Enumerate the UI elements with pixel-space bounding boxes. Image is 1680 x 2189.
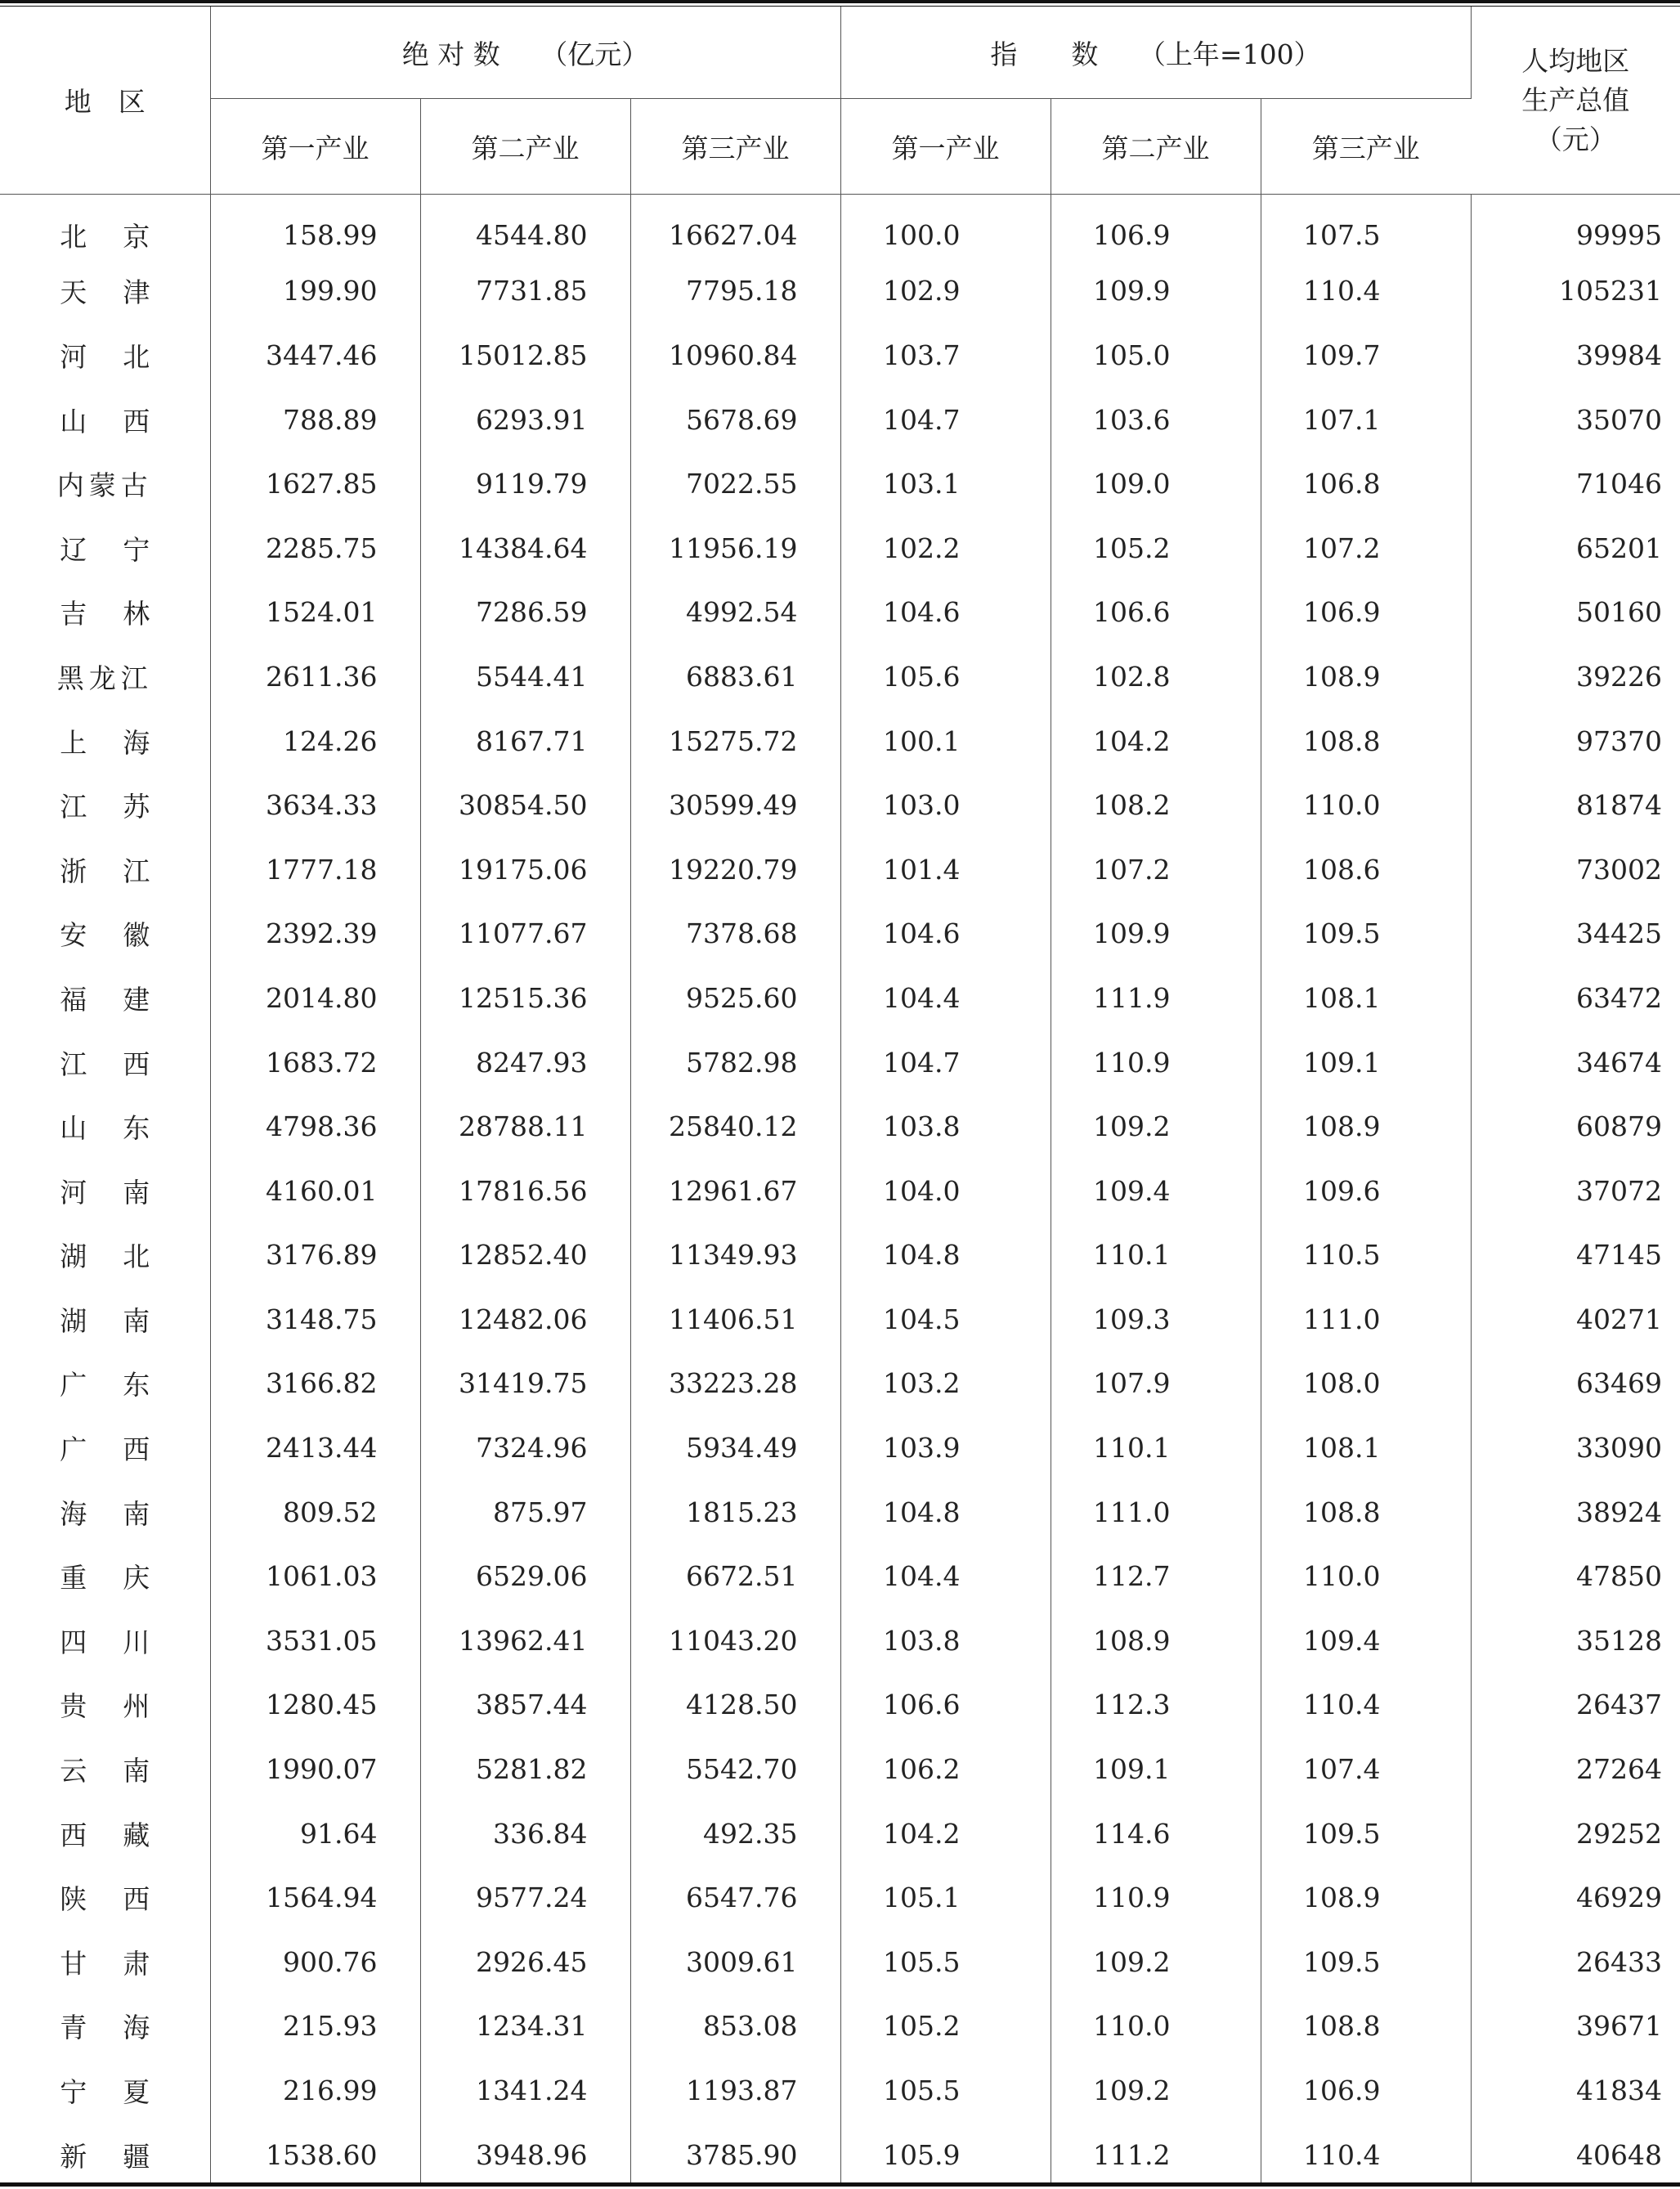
cell-abs-primary: 215.93 — [210, 1994, 420, 2059]
cell-per-capita: 50160 — [1576, 596, 1662, 629]
cell-region: 山西 — [0, 388, 210, 452]
cell-abs-tertiary: 3009.61 — [630, 1930, 840, 1994]
cell-abs-primary: 3176.89 — [210, 1223, 420, 1288]
cell-idx-primary: 104.8 — [840, 1480, 1051, 1545]
cell-idx-secondary: 105.0 — [1051, 323, 1261, 388]
cell-abs-tertiary: 33223.28 — [630, 1352, 840, 1416]
cell-idx-secondary: 105.2 — [1051, 516, 1261, 581]
cell-idx-secondary: 111.0 — [1051, 1480, 1261, 1545]
cell-idx-tertiary: 107.2 — [1261, 516, 1471, 581]
table-row — [0, 323, 1680, 388]
header-idx-secondary: 第二产业 — [1051, 99, 1261, 195]
cell-abs-primary: 1280.45 — [210, 1673, 420, 1738]
table-row — [0, 1159, 1680, 1223]
cell-abs-tertiary: 5782.98 — [630, 1030, 840, 1095]
cell-abs-primary: 124.26 — [210, 709, 420, 774]
cell-region: 内蒙古 — [0, 451, 210, 516]
cell-idx-primary: 105.9 — [840, 2123, 1051, 2187]
cell-abs-tertiary: 5934.49 — [630, 1415, 840, 1480]
cell-idx-primary: 104.0 — [840, 1159, 1051, 1223]
cell-abs-secondary: 13962.41 — [420, 1608, 630, 1673]
cell-idx-secondary: 108.9 — [1051, 1608, 1261, 1673]
table-row — [0, 451, 1680, 516]
cell-idx-primary: 102.2 — [840, 516, 1051, 581]
cell-idx-secondary: 109.4 — [1051, 1159, 1261, 1223]
cell-abs-tertiary: 4128.50 — [630, 1673, 840, 1738]
cell-abs-tertiary: 5678.69 — [630, 388, 840, 452]
header-absolute-group: 绝 对 数 （亿元） — [210, 7, 840, 99]
cell-idx-primary: 104.4 — [840, 1544, 1051, 1608]
cell-abs-secondary: 14384.64 — [420, 516, 630, 581]
cell-region: 山东 — [0, 1094, 210, 1159]
cell-abs-tertiary: 853.08 — [630, 1994, 840, 2059]
table-row — [0, 1994, 1680, 2059]
cell-abs-tertiary: 4992.54 — [630, 581, 840, 645]
cell-abs-tertiary: 6547.76 — [630, 1865, 840, 1930]
cell-abs-secondary: 30854.50 — [420, 773, 630, 837]
cell-idx-tertiary: 108.8 — [1261, 1480, 1471, 1545]
cell-region: 福建 — [0, 966, 210, 1030]
cell-abs-tertiary: 492.35 — [630, 1801, 840, 1866]
cell-abs-tertiary: 25840.12 — [630, 1094, 840, 1159]
cell-idx-secondary: 109.2 — [1051, 1930, 1261, 1994]
cell-idx-primary: 103.9 — [840, 1415, 1051, 1480]
table-row — [0, 195, 1680, 259]
cell-idx-primary: 104.4 — [840, 966, 1051, 1030]
cell-idx-secondary: 110.1 — [1051, 1415, 1261, 1480]
cell-idx-secondary: 110.9 — [1051, 1030, 1261, 1095]
cell-per-capita: 47145 — [1576, 1239, 1662, 1272]
cell-per-capita: 35070 — [1576, 403, 1662, 436]
cell-abs-secondary: 8167.71 — [420, 709, 630, 774]
cell-idx-primary: 104.2 — [840, 1801, 1051, 1866]
cell-per-capita: 40648 — [1576, 2138, 1662, 2171]
cell-abs-primary: 3166.82 — [210, 1352, 420, 1416]
cell-abs-secondary: 19175.06 — [420, 837, 630, 902]
cell-abs-secondary: 12482.06 — [420, 1287, 630, 1352]
cell-idx-tertiary: 108.1 — [1261, 966, 1471, 1030]
cell-abs-tertiary: 7378.68 — [630, 902, 840, 967]
cell-abs-primary: 3447.46 — [210, 323, 420, 388]
cell-abs-primary: 1061.03 — [210, 1544, 420, 1608]
table-row — [0, 1608, 1680, 1673]
cell-idx-primary: 105.6 — [840, 644, 1051, 709]
cell-idx-tertiary: 109.5 — [1261, 1801, 1471, 1866]
cell-abs-secondary: 28788.11 — [420, 1094, 630, 1159]
header-idx-tertiary: 第三产业 — [1261, 99, 1471, 195]
cell-region: 湖北 — [0, 1223, 210, 1288]
cell-abs-secondary: 3948.96 — [420, 2123, 630, 2187]
cell-abs-primary: 2392.39 — [210, 902, 420, 967]
cell-idx-tertiary: 109.7 — [1261, 323, 1471, 388]
cell-per-capita: 26433 — [1576, 1945, 1662, 1978]
cell-per-capita: 38924 — [1576, 1496, 1662, 1528]
cell-abs-primary: 2285.75 — [210, 516, 420, 581]
table-row — [0, 1415, 1680, 1480]
cell-idx-secondary: 107.9 — [1051, 1352, 1261, 1416]
cell-abs-tertiary: 7795.18 — [630, 259, 840, 324]
cell-abs-primary: 1990.07 — [210, 1737, 420, 1801]
cell-abs-tertiary: 1815.23 — [630, 1480, 840, 1545]
cell-idx-tertiary: 108.8 — [1261, 1994, 1471, 2059]
cell-idx-tertiary: 108.6 — [1261, 837, 1471, 902]
table-row — [0, 1480, 1680, 1545]
table-row — [0, 2123, 1680, 2187]
cell-abs-secondary: 5544.41 — [420, 644, 630, 709]
cell-per-capita: 26437 — [1576, 1689, 1662, 1721]
cell-region: 四川 — [0, 1608, 210, 1673]
cell-per-capita: 40271 — [1576, 1303, 1662, 1335]
table-header — [0, 7, 1680, 195]
cell-abs-primary: 158.99 — [210, 195, 420, 259]
cell-region: 重庆 — [0, 1544, 210, 1608]
cell-region: 北京 — [0, 195, 210, 259]
cell-abs-primary: 1564.94 — [210, 1865, 420, 1930]
cell-region: 河北 — [0, 323, 210, 388]
cell-per-capita: 63472 — [1576, 981, 1662, 1014]
cell-per-capita: 39226 — [1576, 660, 1662, 693]
cell-abs-tertiary: 6672.51 — [630, 1544, 840, 1608]
cell-idx-tertiary: 108.8 — [1261, 709, 1471, 774]
header-abs-secondary: 第二产业 — [420, 99, 630, 195]
cell-abs-tertiary: 3785.90 — [630, 2123, 840, 2187]
cell-abs-primary: 900.76 — [210, 1930, 420, 1994]
cell-per-capita: 29252 — [1576, 1817, 1662, 1850]
cell-idx-primary: 105.5 — [840, 2058, 1051, 2123]
cell-idx-tertiary: 110.4 — [1261, 259, 1471, 324]
cell-idx-secondary: 111.2 — [1051, 2123, 1261, 2187]
cell-region: 新疆 — [0, 2123, 210, 2187]
cell-region: 青海 — [0, 1994, 210, 2059]
cell-abs-secondary: 5281.82 — [420, 1737, 630, 1801]
cell-region: 湖南 — [0, 1287, 210, 1352]
cell-per-capita: 47850 — [1576, 1560, 1662, 1593]
cell-abs-primary: 2413.44 — [210, 1415, 420, 1480]
cell-abs-secondary: 12852.40 — [420, 1223, 630, 1288]
cell-abs-primary: 91.64 — [210, 1801, 420, 1866]
cell-abs-primary: 199.90 — [210, 259, 420, 324]
cell-idx-secondary: 110.9 — [1051, 1865, 1261, 1930]
cell-region: 甘肃 — [0, 1930, 210, 1994]
cell-idx-primary: 104.7 — [840, 1030, 1051, 1095]
cell-abs-tertiary: 15275.72 — [630, 709, 840, 774]
cell-idx-tertiary: 106.9 — [1261, 2058, 1471, 2123]
cell-abs-secondary: 2926.45 — [420, 1930, 630, 1994]
header-per-capita-line2: 生产总值 — [1521, 83, 1630, 116]
cell-abs-tertiary: 19220.79 — [630, 837, 840, 902]
table-row — [0, 259, 1680, 324]
cell-idx-primary: 103.8 — [840, 1608, 1051, 1673]
cell-abs-primary: 3148.75 — [210, 1287, 420, 1352]
header-per-capita-line1: 人均地区 — [1521, 44, 1630, 77]
table-row — [0, 644, 1680, 709]
cell-idx-secondary: 108.2 — [1051, 773, 1261, 837]
cell-abs-primary: 1538.60 — [210, 2123, 420, 2187]
cell-idx-tertiary: 109.1 — [1261, 1030, 1471, 1095]
table-row — [0, 966, 1680, 1030]
cell-region: 海南 — [0, 1480, 210, 1545]
cell-idx-tertiary: 106.8 — [1261, 451, 1471, 516]
cell-idx-primary: 106.6 — [840, 1673, 1051, 1738]
cell-region: 河南 — [0, 1159, 210, 1223]
cell-abs-secondary: 6529.06 — [420, 1544, 630, 1608]
cell-abs-primary: 1683.72 — [210, 1030, 420, 1095]
header-index-group: 指 数 （上年=100） — [840, 7, 1471, 99]
cell-region: 陕西 — [0, 1865, 210, 1930]
cell-idx-secondary: 112.7 — [1051, 1544, 1261, 1608]
cell-abs-primary: 4160.01 — [210, 1159, 420, 1223]
cell-abs-primary: 3531.05 — [210, 1608, 420, 1673]
cell-abs-primary: 216.99 — [210, 2058, 420, 2123]
cell-idx-secondary: 106.9 — [1051, 195, 1261, 259]
cell-abs-tertiary: 11406.51 — [630, 1287, 840, 1352]
cell-per-capita: 34425 — [1576, 917, 1662, 950]
cell-idx-primary: 104.7 — [840, 388, 1051, 452]
cell-idx-tertiary: 110.4 — [1261, 1673, 1471, 1738]
cell-per-capita: 63469 — [1576, 1367, 1662, 1400]
cell-idx-tertiary: 109.6 — [1261, 1159, 1471, 1223]
cell-abs-tertiary: 30599.49 — [630, 773, 840, 837]
bottom-rule — [0, 2182, 1680, 2187]
cell-idx-secondary: 114.6 — [1051, 1801, 1261, 1866]
cell-idx-primary: 104.6 — [840, 902, 1051, 967]
table-row — [0, 837, 1680, 902]
cell-per-capita: 60879 — [1576, 1110, 1662, 1143]
cell-region: 上海 — [0, 709, 210, 774]
cell-abs-secondary: 3857.44 — [420, 1673, 630, 1738]
cell-idx-tertiary: 110.0 — [1261, 773, 1471, 837]
cell-idx-primary: 104.8 — [840, 1223, 1051, 1288]
cell-idx-secondary: 112.3 — [1051, 1673, 1261, 1738]
cell-idx-tertiary: 110.0 — [1261, 1544, 1471, 1608]
cell-per-capita: 33090 — [1576, 1432, 1662, 1465]
table-row — [0, 902, 1680, 967]
cell-idx-secondary: 111.9 — [1051, 966, 1261, 1030]
cell-idx-primary: 104.5 — [840, 1287, 1051, 1352]
cell-idx-secondary: 109.2 — [1051, 2058, 1261, 2123]
table-row — [0, 1223, 1680, 1288]
cell-abs-secondary: 1234.31 — [420, 1994, 630, 2059]
cell-region: 西藏 — [0, 1801, 210, 1866]
cell-idx-secondary: 109.2 — [1051, 1094, 1261, 1159]
table-row — [0, 1865, 1680, 1930]
cell-idx-secondary: 109.9 — [1051, 902, 1261, 967]
cell-idx-secondary: 109.9 — [1051, 259, 1261, 324]
cell-idx-primary: 103.2 — [840, 1352, 1051, 1416]
cell-idx-primary: 103.1 — [840, 451, 1051, 516]
cell-abs-secondary: 15012.85 — [420, 323, 630, 388]
cell-abs-primary: 1627.85 — [210, 451, 420, 516]
cell-abs-secondary: 12515.36 — [420, 966, 630, 1030]
cell-region: 江苏 — [0, 773, 210, 837]
cell-abs-secondary: 875.97 — [420, 1480, 630, 1545]
header-abs-primary: 第一产业 — [210, 99, 420, 195]
cell-abs-tertiary: 16627.04 — [630, 195, 840, 259]
cell-idx-tertiary: 110.5 — [1261, 1223, 1471, 1288]
cell-idx-tertiary: 109.5 — [1261, 1930, 1471, 1994]
cell-idx-tertiary: 108.1 — [1261, 1415, 1471, 1480]
cell-abs-primary: 2611.36 — [210, 644, 420, 709]
cell-per-capita: 37072 — [1576, 1174, 1662, 1207]
cell-abs-secondary: 7324.96 — [420, 1415, 630, 1480]
cell-per-capita: 73002 — [1576, 853, 1662, 886]
cell-idx-tertiary: 107.1 — [1261, 388, 1471, 452]
cell-abs-secondary: 336.84 — [420, 1801, 630, 1866]
cell-idx-tertiary: 108.9 — [1261, 1865, 1471, 1930]
cell-idx-secondary: 110.1 — [1051, 1223, 1261, 1288]
cell-abs-tertiary: 11349.93 — [630, 1223, 840, 1288]
cell-abs-tertiary: 10960.84 — [630, 323, 840, 388]
header-per-capita — [1471, 7, 1680, 195]
cell-idx-primary: 103.8 — [840, 1094, 1051, 1159]
cell-idx-tertiary: 106.9 — [1261, 581, 1471, 645]
cell-abs-primary: 3634.33 — [210, 773, 420, 837]
cell-abs-secondary: 6293.91 — [420, 388, 630, 452]
cell-idx-primary: 104.6 — [840, 581, 1051, 645]
header-region: 地 区 — [0, 7, 210, 195]
cell-abs-secondary: 9119.79 — [420, 451, 630, 516]
cell-idx-primary: 103.0 — [840, 773, 1051, 837]
cell-per-capita: 99995 — [1576, 218, 1662, 251]
cell-idx-primary: 105.2 — [840, 1994, 1051, 2059]
table-row — [0, 1352, 1680, 1416]
cell-idx-primary: 101.4 — [840, 837, 1051, 902]
table-row — [0, 1544, 1680, 1608]
cell-per-capita: 81874 — [1576, 789, 1662, 822]
cell-idx-primary: 103.7 — [840, 323, 1051, 388]
cell-idx-secondary: 106.6 — [1051, 581, 1261, 645]
cell-per-capita: 39671 — [1576, 2010, 1662, 2043]
cell-abs-primary: 2014.80 — [210, 966, 420, 1030]
cell-idx-primary: 100.0 — [840, 195, 1051, 259]
cell-region: 吉林 — [0, 581, 210, 645]
cell-idx-tertiary: 109.5 — [1261, 902, 1471, 967]
cell-region: 江西 — [0, 1030, 210, 1095]
cell-per-capita: 27264 — [1576, 1753, 1662, 1786]
cell-idx-secondary: 110.0 — [1051, 1994, 1261, 2059]
cell-idx-tertiary: 111.0 — [1261, 1287, 1471, 1352]
cell-abs-primary: 788.89 — [210, 388, 420, 452]
cell-idx-primary: 105.1 — [840, 1865, 1051, 1930]
cell-per-capita: 46929 — [1576, 1882, 1662, 1914]
cell-idx-tertiary: 110.4 — [1261, 2123, 1471, 2187]
cell-per-capita: 105231 — [1559, 275, 1662, 307]
cell-idx-tertiary: 108.0 — [1261, 1352, 1471, 1416]
regional-gdp-table — [0, 7, 1680, 2187]
cell-idx-secondary: 102.8 — [1051, 644, 1261, 709]
cell-abs-tertiary: 6883.61 — [630, 644, 840, 709]
cell-abs-tertiary: 9525.60 — [630, 966, 840, 1030]
cell-abs-tertiary: 1193.87 — [630, 2058, 840, 2123]
header-abs-tertiary: 第三产业 — [630, 99, 840, 195]
table-body — [0, 195, 1680, 2187]
table-row — [0, 1801, 1680, 1866]
cell-abs-primary: 1777.18 — [210, 837, 420, 902]
cell-idx-tertiary: 108.9 — [1261, 644, 1471, 709]
cell-region: 广东 — [0, 1352, 210, 1416]
cell-idx-tertiary: 109.4 — [1261, 1608, 1471, 1673]
table-row — [0, 773, 1680, 837]
table-row — [0, 581, 1680, 645]
cell-abs-tertiary: 5542.70 — [630, 1737, 840, 1801]
table-row — [0, 516, 1680, 581]
cell-abs-secondary: 7286.59 — [420, 581, 630, 645]
cell-region: 宁夏 — [0, 2058, 210, 2123]
cell-per-capita: 41834 — [1576, 2075, 1662, 2107]
cell-idx-secondary: 103.6 — [1051, 388, 1261, 452]
cell-abs-secondary: 8247.93 — [420, 1030, 630, 1095]
cell-per-capita: 97370 — [1576, 724, 1662, 757]
cell-region: 贵州 — [0, 1673, 210, 1738]
cell-per-capita: 39984 — [1576, 339, 1662, 371]
header-idx-primary: 第一产业 — [840, 99, 1051, 195]
cell-abs-primary: 4798.36 — [210, 1094, 420, 1159]
cell-abs-secondary: 4544.80 — [420, 195, 630, 259]
table-row — [0, 1673, 1680, 1738]
cell-abs-tertiary: 7022.55 — [630, 451, 840, 516]
table-row — [0, 1930, 1680, 1994]
header-per-capita-line3: （元） — [1534, 123, 1616, 155]
cell-idx-primary: 102.9 — [840, 259, 1051, 324]
table-row — [0, 709, 1680, 774]
cell-idx-secondary: 104.2 — [1051, 709, 1261, 774]
table-row — [0, 1030, 1680, 1095]
cell-region: 黑龙江 — [0, 644, 210, 709]
cell-idx-primary: 100.1 — [840, 709, 1051, 774]
cell-idx-primary: 106.2 — [840, 1737, 1051, 1801]
cell-region: 安徽 — [0, 902, 210, 967]
cell-abs-tertiary: 11043.20 — [630, 1608, 840, 1673]
cell-region: 辽宁 — [0, 516, 210, 581]
cell-abs-primary: 1524.01 — [210, 581, 420, 645]
top-rule — [0, 0, 1680, 3]
cell-abs-secondary: 11077.67 — [420, 902, 630, 967]
table-row — [0, 1287, 1680, 1352]
cell-per-capita: 65201 — [1576, 532, 1662, 564]
cell-abs-tertiary: 12961.67 — [630, 1159, 840, 1223]
cell-idx-secondary: 109.1 — [1051, 1737, 1261, 1801]
cell-idx-primary: 105.5 — [840, 1930, 1051, 1994]
table-row — [0, 2058, 1680, 2123]
cell-idx-secondary: 107.2 — [1051, 837, 1261, 902]
cell-per-capita: 71046 — [1576, 468, 1662, 500]
cell-abs-secondary: 7731.85 — [420, 259, 630, 324]
cell-idx-tertiary: 107.4 — [1261, 1737, 1471, 1801]
cell-abs-secondary: 17816.56 — [420, 1159, 630, 1223]
cell-region: 天津 — [0, 259, 210, 324]
cell-abs-tertiary: 11956.19 — [630, 516, 840, 581]
cell-abs-primary: 809.52 — [210, 1480, 420, 1545]
cell-per-capita: 35128 — [1576, 1624, 1662, 1657]
table-row — [0, 1094, 1680, 1159]
cell-per-capita: 34674 — [1576, 1046, 1662, 1079]
cell-abs-secondary: 31419.75 — [420, 1352, 630, 1416]
cell-idx-secondary: 109.3 — [1051, 1287, 1261, 1352]
cell-abs-secondary: 9577.24 — [420, 1865, 630, 1930]
cell-region: 广西 — [0, 1415, 210, 1480]
cell-abs-secondary: 1341.24 — [420, 2058, 630, 2123]
cell-idx-secondary: 109.0 — [1051, 451, 1261, 516]
cell-idx-tertiary: 107.5 — [1261, 195, 1471, 259]
table-row — [0, 388, 1680, 452]
table-row — [0, 1737, 1680, 1801]
cell-idx-tertiary: 108.9 — [1261, 1094, 1471, 1159]
cell-region: 浙江 — [0, 837, 210, 902]
cell-region: 云南 — [0, 1737, 210, 1801]
